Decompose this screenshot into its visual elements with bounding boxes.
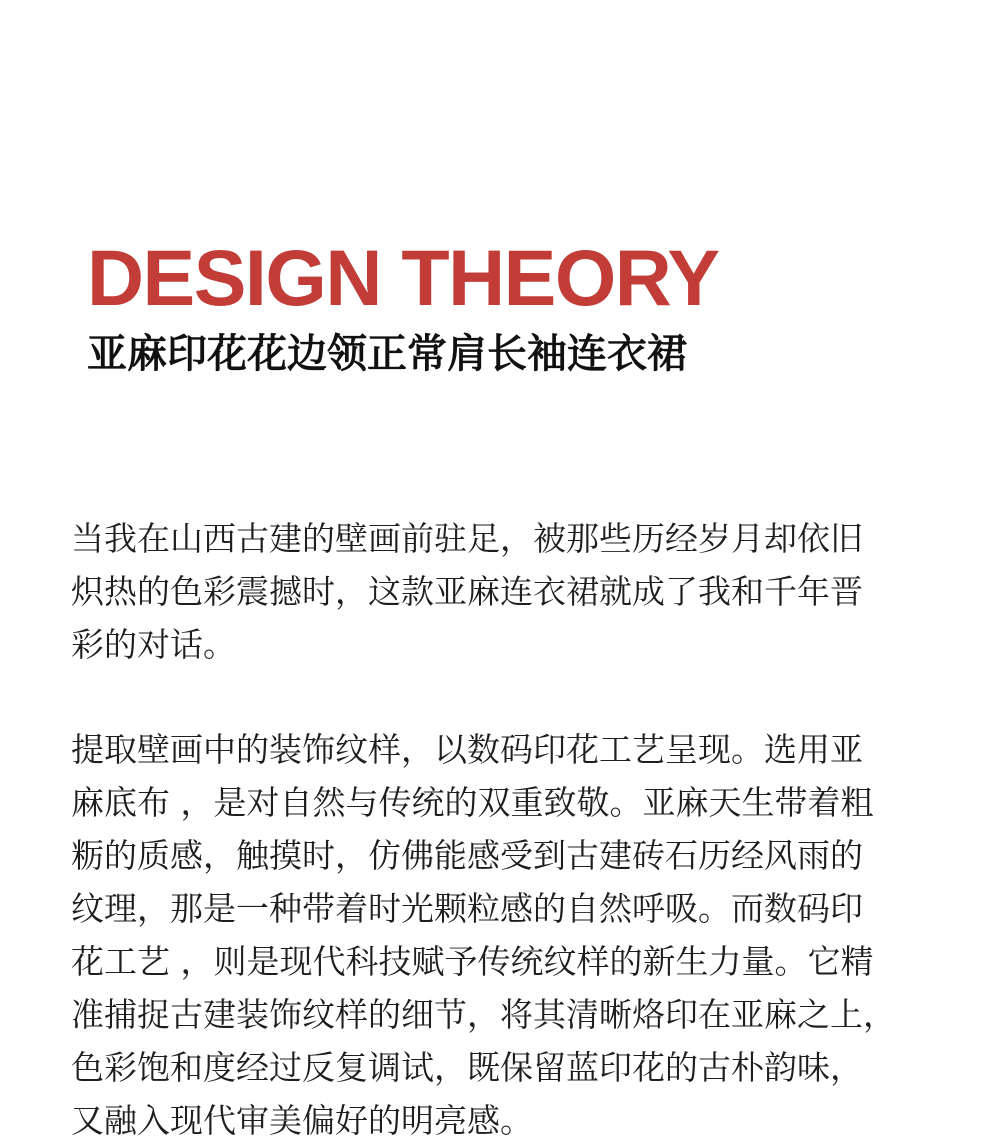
paragraph-line: 粝的质感，触摸时，仿佛能感受到古建砖石历经风雨的 <box>71 836 863 875</box>
page-title-en: DESIGN THEORY <box>87 233 719 322</box>
paragraph-line: 当我在山西古建的壁画前驻足，被那些历经岁月却依旧 <box>71 519 863 558</box>
paragraph-line: 花工艺 ，则是现代科技赋予传统纹样的新生力量。它精 <box>71 942 874 981</box>
paragraph-line: 炽热的色彩震撼时，这款亚麻连衣裙就成了我和千年晋 <box>71 572 863 611</box>
paragraph-line: 提取壁画中的装饰纹样，以数码印花工艺呈现。选用亚 <box>71 730 863 769</box>
intro-paragraph <box>71 512 931 671</box>
paragraph-line: 又融入现代审美偏好的明亮感。 <box>71 1101 533 1140</box>
design-paragraph <box>71 723 931 1147</box>
paragraph-line: 准捕捉古建装饰纹样的细节，将其清晰烙印在亚麻之上， <box>71 995 896 1034</box>
paragraph-line: 色彩饱和度经过反复调试，既保留蓝印花的古朴韵味， <box>71 1048 863 1087</box>
paragraph-line: 彩的对话。 <box>71 625 236 664</box>
paragraph-line: 纹理，那是一种带着时光颗粒感的自然呼吸。而数码印 <box>71 889 863 928</box>
product-title: 亚麻印花花边领正常肩长袖连衣裙 <box>87 331 687 377</box>
paragraph-line: 麻底布 ，是对自然与传统的双重致敬。亚麻天生带着粗 <box>71 783 874 822</box>
